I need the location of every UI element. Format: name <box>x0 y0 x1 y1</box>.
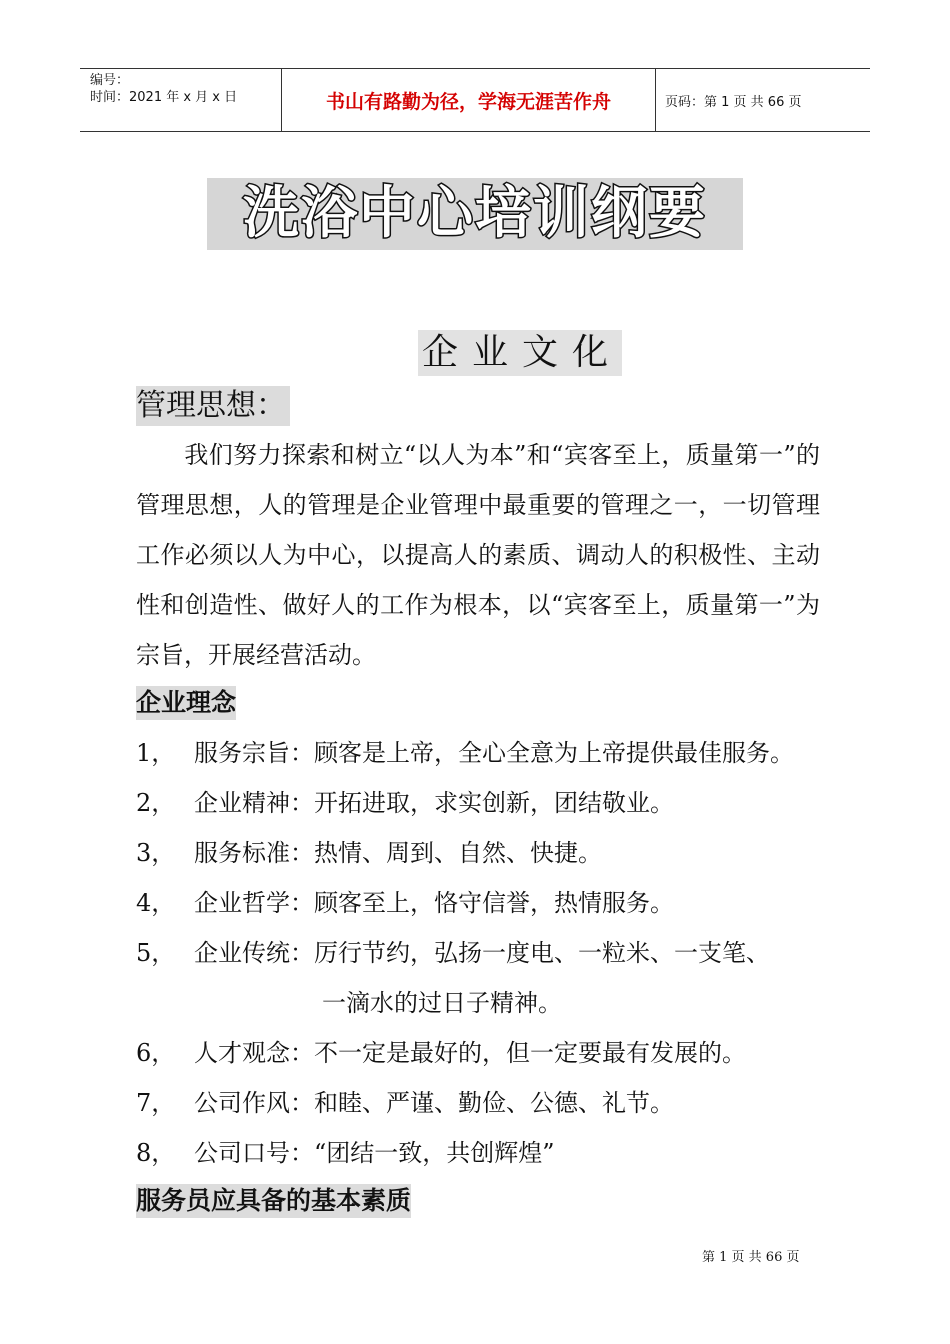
page-header <box>80 68 870 132</box>
header-time-label: 时间：2021 年 x 月 x 日 <box>90 90 238 105</box>
list-item <box>136 878 836 928</box>
heading-corporate-philosophy: 企业理念 <box>136 686 236 720</box>
list-item-number: 5， <box>136 939 176 967</box>
list-item-text: 企业哲学：顾客至上，恪守信誉，热情服务。 <box>194 889 674 917</box>
body-paragraph <box>136 430 820 680</box>
paragraph-text: 我们努力探索和树立“以人为本”和“宾客至上，质量第一”的管理思想，人的管理是企业管理中最重要的管理之一，一切管理工作必须以人为中心，以提高人的素质、调动人的积极性、主动性和创造性、做好人的工作为根本，以“宾客至上，质量第一”为宗旨，开展经营活动。 <box>136 441 820 669</box>
list-item-text: 服务宗旨：顾客是上帝，全心全意为上帝提供最佳服务。 <box>194 739 794 767</box>
list-item <box>136 828 836 878</box>
list-item-text: 企业精神：开拓进取，求实创新，团结敬业。 <box>194 789 674 817</box>
list-item-number: 8， <box>136 1139 176 1167</box>
heading-management-philosophy: 管理思想： <box>136 386 290 426</box>
list-item-number: 4， <box>136 889 176 917</box>
list-item <box>136 1028 836 1078</box>
document-title: 洗浴中心培训纲要 <box>207 178 743 250</box>
list-item <box>136 728 836 778</box>
list-item-text: 企业传统：厉行节约，弘扬一度电、一粒米、一支笔、 <box>194 939 770 967</box>
philosophy-list <box>136 728 836 1178</box>
list-item-text: 公司作风：和睦、严谨、勤俭、公德、礼节。 <box>194 1089 674 1117</box>
header-motto: 书山有路勤为径，学海无涯苦作舟 <box>282 69 656 131</box>
header-page-info: 页码：第 1 页 共 66 页 <box>665 94 802 110</box>
list-item <box>136 778 836 828</box>
list-item-text: 一滴水的过日子精神。 <box>322 989 562 1017</box>
list-item-continuation <box>136 978 836 1028</box>
list-item-number: 1， <box>136 739 176 767</box>
list-item <box>136 1128 836 1178</box>
list-item-text: 服务标准：热情、周到、自然、快捷。 <box>194 839 602 867</box>
list-item-number: 6， <box>136 1039 176 1067</box>
header-number-label: 编号： <box>90 73 130 88</box>
list-item-number: 3， <box>136 839 176 867</box>
list-item-number: 2， <box>136 789 176 817</box>
list-item-text: 公司口号：“团结一致，共创辉煌” <box>194 1139 555 1167</box>
list-item <box>136 928 836 978</box>
list-item-text: 人才观念：不一定是最好的，但一定要最有发展的。 <box>194 1039 746 1067</box>
list-item-number: 7， <box>136 1089 176 1117</box>
heading-basic-qualities: 服务员应具备的基本素质 <box>136 1184 411 1218</box>
list-item <box>136 1078 836 1128</box>
header-meta <box>80 69 282 131</box>
section-title: 企业文化 <box>418 330 622 376</box>
page-footer: 第 1 页 共 66 页 <box>702 1250 800 1265</box>
